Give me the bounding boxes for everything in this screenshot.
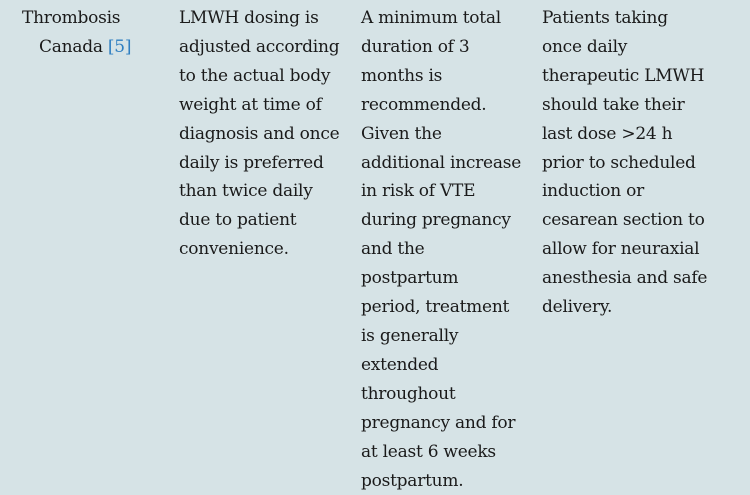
duration-line: throughout (361, 380, 523, 409)
dosing-line: than twice daily (179, 177, 344, 206)
delivery-line: cesarean section to (542, 206, 742, 235)
duration-line: postpartum (361, 264, 523, 293)
organization-name-line-2 (22, 33, 152, 62)
delivery-line: anesthesia and safe (542, 264, 742, 293)
organization-cell (22, 4, 152, 62)
delivery-line: delivery. (542, 293, 742, 322)
organization-name-text: Canada (39, 37, 103, 57)
duration-line: extended (361, 351, 523, 380)
duration-cell (361, 4, 523, 495)
duration-line: Given the (361, 120, 523, 149)
delivery-line: Patients taking (542, 4, 742, 33)
dosing-line: to the actual body (179, 62, 344, 91)
dosing-cell (179, 4, 344, 264)
delivery-line: therapeutic LMWH (542, 62, 742, 91)
organization-name-line-1: Thrombosis (22, 4, 152, 33)
delivery-line: once daily (542, 33, 742, 62)
delivery-line: prior to scheduled (542, 149, 742, 178)
dosing-line: daily is preferred (179, 149, 344, 178)
delivery-line: allow for neuraxial (542, 235, 742, 264)
delivery-line: last dose >24 h (542, 120, 742, 149)
duration-line: at least 6 weeks (361, 438, 523, 467)
duration-line: recommended. (361, 91, 523, 120)
dosing-line: adjusted according (179, 33, 344, 62)
duration-line: in risk of VTE (361, 177, 523, 206)
delivery-line: should take their (542, 91, 742, 120)
dosing-line: due to patient (179, 206, 344, 235)
duration-line: and the (361, 235, 523, 264)
dosing-line: convenience. (179, 235, 344, 264)
duration-line: pregnancy and for (361, 409, 523, 438)
duration-line: period, treatment (361, 293, 523, 322)
duration-line: months is (361, 62, 523, 91)
duration-line: during pregnancy (361, 206, 523, 235)
duration-line: postpartum. (361, 467, 523, 495)
duration-line: duration of 3 (361, 33, 523, 62)
duration-line: A minimum total (361, 4, 523, 33)
duration-line: is generally (361, 322, 523, 351)
reference-link[interactable]: [5] (108, 37, 131, 57)
duration-line: additional increase (361, 149, 523, 178)
dosing-line: weight at time of (179, 91, 344, 120)
dosing-line: diagnosis and once (179, 120, 344, 149)
delivery-cell (542, 4, 742, 322)
dosing-line: LMWH dosing is (179, 4, 344, 33)
delivery-line: induction or (542, 177, 742, 206)
